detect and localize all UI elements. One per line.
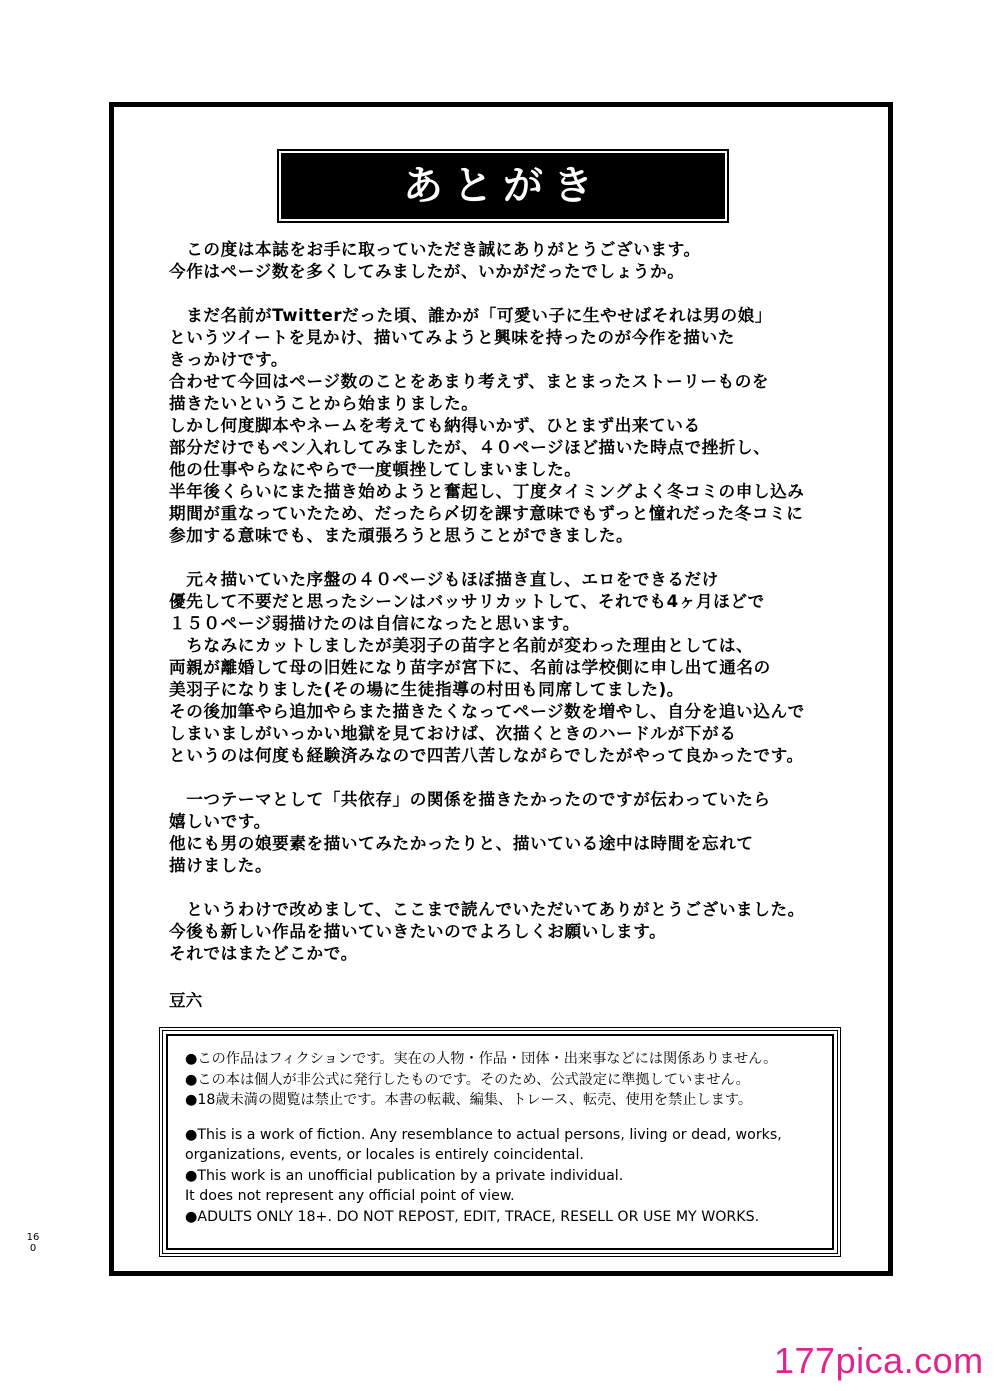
afterword-line: 参加する意味でも、また頑張ろうと思うことができました。 — [169, 526, 634, 545]
afterword-line: 嬉しいです。 — [169, 812, 271, 831]
afterword-line: 描きたいということから始まりました。 — [169, 394, 479, 413]
afterword-text — [169, 239, 849, 965]
disclaimer-box — [159, 1027, 841, 1257]
disclaimer-en-line: ●This work is an unofficial publication by a private individual. — [185, 1167, 624, 1184]
disclaimer-text — [185, 1049, 825, 1227]
disclaimer-jp-line: ●この作品はフィクションです。実在の人物・作品・団体・出来事などには関係ありません。 — [185, 1051, 778, 1067]
disclaimer-jp-line: ●18歳未満の閲覧は禁止です。本書の転載、編集、トレース、転売、使用を禁止します。 — [185, 1092, 753, 1108]
page-number: 160 — [26, 1232, 40, 1254]
afterword-line: しかし何度脚本やネームを考えても納得いかず、ひとまず出来ている — [169, 416, 701, 435]
afterword-line: この度は本誌をお手に取っていただき誠にありがとうございます。 — [169, 240, 701, 259]
disclaimer-jp-line: ●この本は個人が非公式に発行したものです。そのため、公式設定に準拠していません。 — [185, 1071, 750, 1088]
afterword-line: 優先して不要だと思ったシーンはバッサリカットして、それでも4ヶ月ほどで — [169, 592, 765, 611]
afterword-line: 半年後くらいにまた描き始めようと奮起し、丁度タイミングよく冬コミの申し込み — [169, 482, 805, 501]
afterword-line: というツイートを見かけ、描いてみようと興味を持ったのが今作を描いた — [169, 328, 735, 347]
disclaimer-en-line: organizations, events, or locales is entirely coincidental. — [185, 1147, 584, 1163]
title-banner — [281, 153, 725, 219]
afterword-line: しまいましがいっかい地獄を見ておけば、次描くときのハードルが下がる — [169, 724, 737, 743]
author-signature: 豆六 — [169, 991, 203, 1010]
afterword-line: その後加筆やら追加やらまた描きたくなってページ数を増やし、自分を追い込んで — [169, 702, 805, 721]
afterword-line: 他にも男の娘要素を描いてみたかったりと、描いている途中は時間を忘れて — [169, 834, 754, 853]
afterword-line: 描けました。 — [169, 856, 273, 875]
afterword-line: 今後も新しい作品を描いていきたいのでよろしくお願いします。 — [169, 922, 667, 941]
paragraph-gap — [169, 767, 849, 789]
afterword-line: 美羽子になりました(その場に生徒指導の村田も同席してました)。 — [169, 680, 684, 699]
afterword-line: きっかけです。 — [169, 350, 289, 369]
paragraph-gap — [169, 283, 849, 305]
paragraph-gap — [169, 877, 849, 899]
watermark: 177pica.com — [774, 1340, 984, 1381]
afterword-line: 一つテーマとして「共依存」の関係を描きたかったのですが伝わっていたら — [169, 790, 771, 809]
afterword-line: 今作はページ数を多くしてみましたが、いかがだったでしょうか。 — [169, 262, 685, 281]
afterword-line: まだ名前がTwitterだった頃、誰かが「可愛い子に生やせばそれは男の娘」 — [169, 306, 773, 325]
page-title: あとがき — [403, 162, 603, 209]
afterword-line: １５０ページ弱描けたのは自信になったと思います。 — [169, 614, 580, 633]
afterword-line: というのは何度も経験済みなので四苦八苦しながらでしたがやって良かったです。 — [169, 746, 804, 765]
afterword-line: 他の仕事やらなにやらで一度頓挫してしまいました。 — [169, 460, 582, 479]
disclaimer-en-line: It does not represent any official point of view. — [185, 1188, 515, 1204]
disclaimer-en-line: ●ADULTS ONLY 18+. DO NOT REPOST, EDIT, TRACE, RESELL OR USE MY WORKS. — [185, 1208, 760, 1225]
afterword-line: 期間が重なっていたため、だったら〆切を課す意味でもずっと憧れだった冬コミに — [169, 504, 804, 523]
afterword-line: 部分だけでもペン入れしてみましたが、４０ページほど描いた時点で挫折し、 — [169, 438, 771, 457]
afterword-line: というわけで改めまして、ここまで読んでいただいてありがとうございました。 — [169, 900, 805, 919]
afterword-line: 両親が離婚して母の旧姓になり苗字が宮下に、名前は学校側に申し出て通名の — [169, 658, 771, 677]
afterword-line: それではまたどこかで。 — [169, 944, 358, 963]
afterword-line: ちなみにカットしましたが美羽子の苗字と名前が変わった理由としては、 — [169, 636, 754, 655]
afterword-line: 元々描いていた序盤の４０ページもほぼ描き直し、エロをできるだけ — [169, 570, 719, 589]
disclaimer-gap — [185, 1111, 825, 1125]
page-frame — [109, 102, 893, 1276]
disclaimer-en-line: ●This is a work of fiction. Any resemblance to actual persons, living or dead, works, — [185, 1126, 782, 1143]
paragraph-gap — [169, 547, 849, 569]
afterword-line: 合わせて今回はページ数のことをあまり考えず、まとまったストーリーものを — [169, 372, 770, 391]
